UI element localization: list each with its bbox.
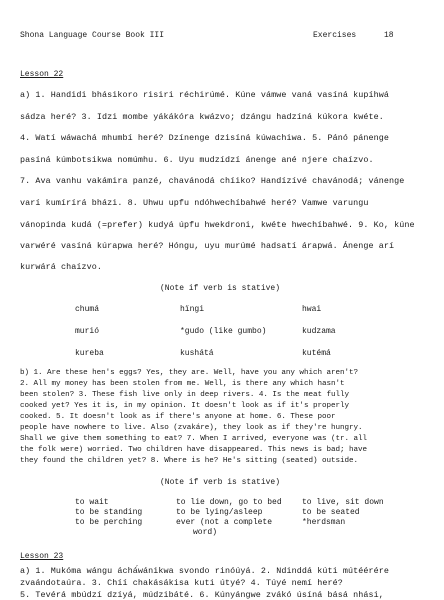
- verb-cell: to be lying/asleep: [176, 508, 263, 517]
- lesson-22-a-line: 4. Watí wáwachá mhumbí heré? Dzínenge dzisíná kúwachiwa. 5. Pánó pánenge: [20, 133, 390, 143]
- vocab-cell: chumá: [75, 305, 100, 314]
- verb-cell: to live, sit down: [302, 498, 384, 507]
- vocab-cell: hwai: [302, 305, 322, 314]
- lesson-22-a-line: sádza heré? 3. Idzi mombe yákákóra kwázvo; dzángu hadzíná kúkora kwéte.: [20, 112, 384, 122]
- verb-cell: word): [193, 528, 218, 537]
- lesson-23-a-line: 5. Tevérá mbúdzí dzíyá, múdzibáté. 6. Kúnyángwe zvákó úsíná básá nhási,: [20, 590, 384, 600]
- lesson-22-a-line: pasíná kúmbotsikwa nomúmhu. 6. Uyu mudzídzí ánenge ané njere chaízvo.: [20, 155, 374, 165]
- lesson-23-heading: Lesson 23: [20, 552, 64, 561]
- verb-cell: *herdsman: [302, 518, 346, 527]
- verb-cell: to be standing: [75, 508, 143, 517]
- lesson-22-b-line: b) 1. Are these hen's eggs? Yes, they are. Well, have you any which aren't?: [20, 369, 359, 377]
- verb-cell: to wait: [75, 498, 109, 507]
- vocab-cell: hïngi: [180, 305, 205, 314]
- vocab-cell: kushátá: [180, 349, 214, 358]
- lesson-22-b-line: they found the children yet? 8. Where is he? He's sitting (seated) outside.: [20, 457, 359, 465]
- stative-note: (Note if verb is stative): [160, 284, 281, 293]
- lesson-22-b-line: the folk were) worried. Two children have disappeared. This news is bad; have: [20, 446, 368, 454]
- verb-cell: to be seated: [302, 508, 360, 517]
- vocab-cell: murió: [75, 327, 100, 336]
- vocab-cell: kureba: [75, 349, 104, 358]
- lesson-22-b-line: been stolen? 3. These fish live only in deep rivers. 4. Is the meat fully: [20, 391, 350, 399]
- lesson-22-a-line: varí kumírírá bházi. 8. Uhwu upfu ndóhwechíbahwé heré? Vamwe varungu: [20, 198, 369, 208]
- lesson-22-a-line: a) 1. Handidi bhásikoro risiri réchirúmé. Kúne vámwe vaná vasíná kupíhwá: [20, 90, 390, 100]
- lesson-22-heading: Lesson 22: [20, 70, 64, 79]
- lesson-23-a-line: a) 1. Mukóma wángu áchá́wánikwa svondo rinóúyá. 2. Ndinddá kúti mútéérére: [20, 566, 390, 576]
- verb-cell: to be perching: [75, 518, 143, 527]
- lesson-22-a-line: vánopinda kudá (=prefer) kudyá úpfu hwekdroni, kwéte hwechíbahwé. 9. Ko, kúne: [20, 220, 415, 230]
- lesson-22-b-line: cooked yet? Yes it is, in my opinion. It doesn't look as if it's properly: [20, 402, 350, 410]
- lesson-22-a-line: 7. Ava vanhu vakámira panzé, chavánodá chíiko? Handízívé chavánodá; vánenge: [20, 176, 405, 186]
- lesson-23-a-line: zvaándotaúra. 3. Chíí chakásákisa kuti útyé? 4. Túyé nemí heré?: [20, 578, 343, 588]
- lesson-22-a-line: kurwárá chaízvo.: [20, 262, 103, 272]
- verb-cell: ever (not a complete: [176, 518, 273, 527]
- lesson-22-b-line: cooked. 5. It doesn't look as if there's anyone at home. 6. These poor: [20, 413, 336, 421]
- lesson-22-a-line: varwéré vasíná kúrapwa heré? Hóngu, uyu murúmé hadsatí árapwá. Ánenge arí: [20, 241, 395, 251]
- lesson-22-b-line: Shall we give them something to eat? 7. When I arrived, everyone was (tr. all: [20, 435, 368, 443]
- stative-note-2: (Note if verb is stative): [160, 478, 281, 487]
- vocab-cell: kutémá: [302, 349, 331, 358]
- book-title: Shona Language Course Book III: [20, 31, 165, 40]
- page-number: 18: [384, 31, 394, 40]
- vocab-cell: *gudo (like gumbo): [180, 327, 267, 336]
- section-title: Exercises: [313, 31, 357, 40]
- lesson-22-b-line: people have nowhere to live. Also (zvakáre), they look as if they're hungry.: [20, 424, 363, 432]
- lesson-22-b-line: 2. All my money has been stolen from me. Well, is there any which hasn't: [20, 380, 345, 388]
- vocab-cell: kudzama: [302, 327, 336, 336]
- verb-cell: to lie down, go to bed: [176, 498, 282, 507]
